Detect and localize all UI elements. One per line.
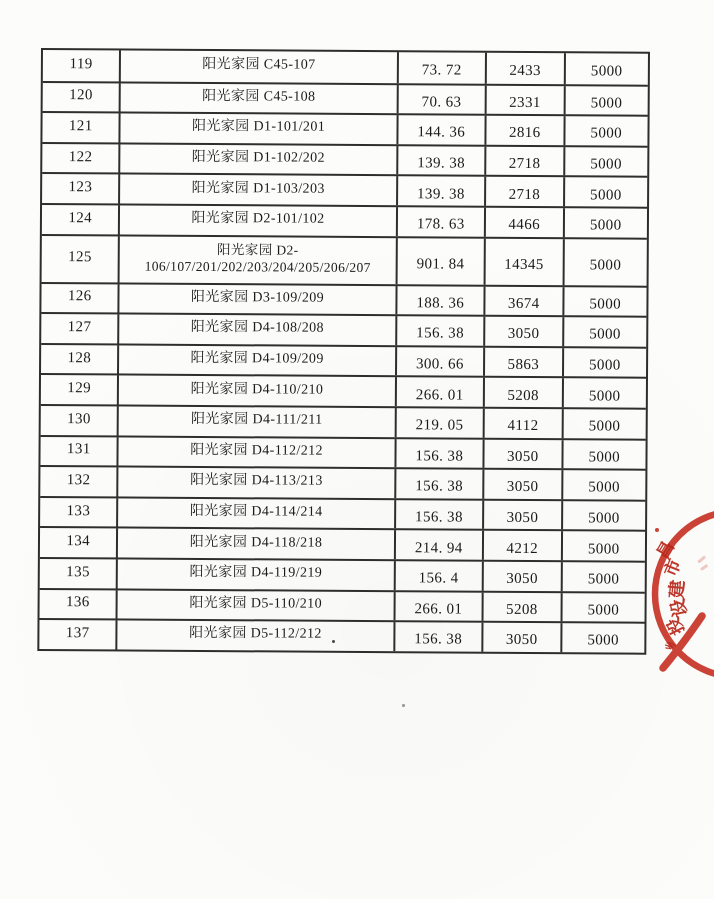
cell-name: 阳光家园 D4-110/210 bbox=[117, 376, 394, 406]
table-row bbox=[40, 496, 645, 530]
seal-faint-mark bbox=[700, 564, 708, 571]
cell-v1: 300. 66 bbox=[395, 347, 484, 376]
cell-v3: 5000 bbox=[562, 239, 647, 286]
cell-no: 120 bbox=[69, 87, 93, 104]
table-row bbox=[43, 50, 648, 84]
cell-no: 136 bbox=[65, 594, 90, 611]
table-row bbox=[42, 142, 647, 176]
cell-name: 阳光家园 C45-107 bbox=[119, 50, 396, 82]
cell-v2: 4466 bbox=[484, 208, 563, 237]
cell-v3: 5000 bbox=[561, 501, 646, 530]
cell-v1: 156. 38 bbox=[394, 500, 483, 529]
seal-character: 昌 bbox=[653, 537, 680, 563]
table-row bbox=[41, 312, 646, 346]
cell-no: 130 bbox=[67, 410, 91, 428]
scan-speck bbox=[402, 704, 405, 707]
cell-name: 阳光家园 D4-113/213 bbox=[117, 468, 394, 498]
cell-v3: 5000 bbox=[563, 53, 648, 84]
cell-name: 阳光家园 D5-112/212 bbox=[116, 621, 393, 651]
cell-no: 134 bbox=[66, 533, 91, 550]
cell-no: 132 bbox=[66, 472, 91, 489]
cell-v2: 3050 bbox=[481, 623, 560, 652]
seal-character: 市 bbox=[660, 556, 686, 580]
cell-name: 阳光家园 D4-109/209 bbox=[117, 345, 394, 375]
cell-v3: 5000 bbox=[561, 409, 646, 438]
cell-v2: 3050 bbox=[482, 500, 561, 529]
table-row bbox=[43, 81, 648, 115]
cell-v3: 5000 bbox=[561, 470, 646, 499]
cell-no: 125 bbox=[68, 249, 92, 266]
seal-character: 投 bbox=[663, 613, 689, 638]
cell-v1: 219. 05 bbox=[394, 408, 483, 437]
table-row bbox=[40, 435, 645, 469]
table-row bbox=[41, 343, 646, 377]
cell-no: 121 bbox=[68, 118, 93, 135]
cell-v2: 5208 bbox=[482, 592, 561, 621]
cell-name: 阳光家园 D4-111/211 bbox=[117, 406, 394, 436]
cell-v3: 5000 bbox=[561, 379, 646, 408]
seal-character: 乡 bbox=[663, 637, 678, 653]
cell-v2: 2718 bbox=[484, 146, 563, 175]
cell-v3: 5000 bbox=[562, 317, 647, 346]
cell-name: 阳光家园 D4-108/208 bbox=[118, 315, 395, 345]
cell-name: 阳光家园 D4-118/218 bbox=[116, 529, 393, 559]
cell-no: 131 bbox=[66, 441, 91, 458]
cell-no: 135 bbox=[66, 563, 90, 581]
table-row bbox=[42, 203, 647, 237]
cell-v1: 188. 36 bbox=[395, 286, 484, 315]
table-row bbox=[40, 465, 645, 499]
cell-v1: 266. 01 bbox=[393, 592, 482, 621]
cell-v3: 5000 bbox=[560, 623, 645, 652]
cell-v1: 144. 36 bbox=[396, 115, 485, 144]
cell-v2: 3674 bbox=[483, 286, 562, 315]
cell-no: 137 bbox=[65, 625, 90, 642]
cell-v1: 73. 72 bbox=[396, 52, 485, 83]
cell-name: 阳光家园 D5-110/210 bbox=[116, 590, 393, 620]
cell-v2: 3050 bbox=[483, 317, 562, 346]
cell-v1: 266. 01 bbox=[394, 378, 483, 407]
table-row bbox=[39, 618, 644, 652]
cell-v3: 5000 bbox=[561, 440, 646, 469]
cell-no: 122 bbox=[68, 148, 93, 165]
cell-name: 阳光家园 D4-119/219 bbox=[116, 559, 393, 589]
cell-v1: 901. 84 bbox=[395, 238, 484, 285]
cell-v2: 2816 bbox=[484, 116, 563, 145]
cell-name: 阳光家园 D3-109/209 bbox=[118, 284, 395, 314]
cell-no: 126 bbox=[67, 288, 92, 305]
seal-outer-ring bbox=[655, 511, 714, 677]
cell-no: 129 bbox=[67, 380, 92, 397]
seal-faint-mark bbox=[697, 555, 706, 563]
cell-v3: 5000 bbox=[560, 531, 645, 560]
cell-v1: 178. 63 bbox=[396, 207, 485, 236]
cell-v1: 156. 38 bbox=[394, 469, 483, 498]
table-row bbox=[42, 234, 647, 286]
cell-no: 133 bbox=[66, 502, 91, 519]
cell-v1: 156. 4 bbox=[393, 561, 482, 590]
seal-character: 设 bbox=[667, 596, 692, 619]
cell-v2: 3050 bbox=[483, 439, 562, 468]
cell-name: 阳光家园 D2-101/102 bbox=[118, 205, 395, 235]
cell-v1: 156. 38 bbox=[395, 316, 484, 345]
cell-v2: 4212 bbox=[482, 531, 561, 560]
cell-v3: 5000 bbox=[562, 208, 647, 237]
cell-v3: 5000 bbox=[563, 86, 648, 115]
table-row bbox=[42, 111, 647, 145]
cell-v1: 156. 38 bbox=[393, 622, 482, 651]
cell-name: 阳光家园 D2- 106/107/201/202/203/204/205/206/207 bbox=[118, 236, 395, 284]
table-row bbox=[42, 172, 647, 206]
cell-v2: 4112 bbox=[483, 409, 562, 438]
cell-v3: 5000 bbox=[563, 147, 648, 176]
seal-band-stroke bbox=[663, 616, 702, 668]
cell-v3: 5000 bbox=[560, 562, 645, 591]
seal-character: 建 bbox=[666, 579, 689, 600]
cell-name: 阳光家园 D4-114/214 bbox=[117, 498, 394, 528]
cell-name: 阳光家园 D1-103/203 bbox=[119, 175, 396, 205]
cell-name: 阳光家园 D4-112/212 bbox=[117, 437, 394, 467]
cell-v1: 139. 38 bbox=[396, 146, 485, 175]
cell-v1: 214. 94 bbox=[394, 530, 483, 559]
cell-v2: 5863 bbox=[483, 347, 562, 376]
cell-no: 123 bbox=[68, 179, 93, 196]
cell-v3: 5000 bbox=[562, 348, 647, 377]
cell-name: 阳光家园 D1-101/201 bbox=[119, 114, 396, 144]
cell-v2: 3050 bbox=[482, 470, 561, 499]
seal-speck bbox=[655, 528, 659, 532]
cell-v1: 70. 63 bbox=[396, 85, 485, 114]
table-row bbox=[40, 557, 645, 591]
cell-v2: 3050 bbox=[482, 562, 561, 591]
cell-no: 119 bbox=[69, 55, 93, 73]
table-row bbox=[41, 404, 646, 438]
cell-v2: 2718 bbox=[484, 177, 563, 206]
table-row bbox=[41, 373, 646, 407]
cell-v3: 5000 bbox=[563, 178, 648, 207]
cell-v2: 14345 bbox=[484, 238, 563, 284]
cell-v2: 2433 bbox=[485, 53, 564, 84]
cell-no: 124 bbox=[68, 209, 93, 227]
cell-v3: 5000 bbox=[562, 287, 647, 316]
cell-name: 阳光家园 C45-108 bbox=[119, 83, 396, 113]
table-row bbox=[40, 526, 645, 560]
cell-v1: 156. 38 bbox=[394, 439, 483, 468]
cell-v2: 5208 bbox=[483, 378, 562, 407]
scan-speck bbox=[332, 640, 335, 643]
cell-v3: 5000 bbox=[563, 116, 648, 145]
cell-v2: 2331 bbox=[485, 85, 564, 114]
cell-v1: 139. 38 bbox=[396, 177, 485, 206]
cell-no: 128 bbox=[67, 349, 92, 366]
cell-v3: 5000 bbox=[560, 593, 645, 622]
table-row bbox=[40, 588, 645, 622]
table-row bbox=[41, 282, 646, 316]
fee-table bbox=[37, 48, 650, 654]
cell-name: 阳光家园 D1-102/202 bbox=[119, 144, 396, 174]
cell-no: 127 bbox=[67, 319, 92, 336]
